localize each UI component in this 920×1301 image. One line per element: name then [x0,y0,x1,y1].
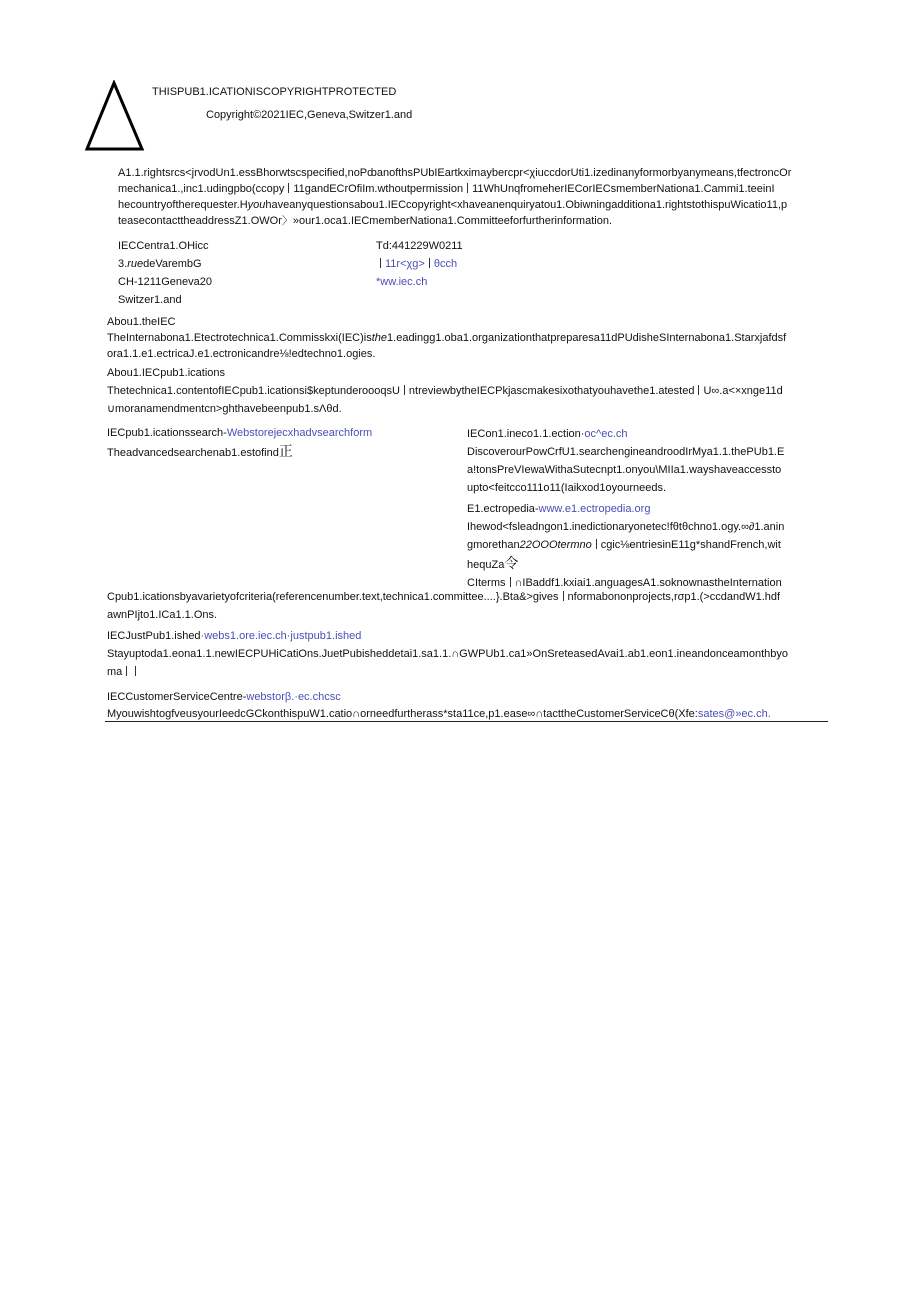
telephone: Td:441229W0211 [376,240,463,252]
bottom-rule [105,721,828,722]
customer-service-link[interactable]: webstorβ.·ec.chcsc [246,691,341,703]
copyright-line: Copyright©2021IEC,Geneva,Switzer1.and [206,109,413,121]
online-collection-section: IECon1.ineco1.1.ection·oc^ec.ch DiscoverourPowCrfU1.searchengineandroodIrMya1.1.thePUb1.E a!tonsPreVIewaWithaSutecnpt1.onyou\MIIa1.wayshaveaccessto upto<feitcco111o11(Iaikxod1oyourneeds. [467,428,785,494]
city: CH-1211Geneva20 [118,276,212,288]
about-pubs-heading: Abou1.IECpub1.ications [107,367,226,379]
search-link[interactable]: Webstorejecxhadvsearchform [226,427,373,439]
copyright-protected-heading: THISPUB1.ICATIONISCOPYRIGHTPROTECTED [152,86,397,98]
website-link[interactable]: *ww.iec.ch [376,276,428,288]
country: Switzer1.and [118,294,182,306]
office-name: IECCentra1.OHicc [118,240,209,252]
contact-block [376,237,463,291]
customer-service-heading: IECCustomerServiceCentre- [107,691,247,703]
online-heading: IECon1.ineco1.1.ection· [467,428,585,440]
email-link[interactable]: 11r<χg> θcch [376,255,463,273]
rights-paragraph: A1.1.rightsrcs<jrvodUn1.essBhorwtscspecified,noPȸanofthsPUbIEartkximaybercpr<χiuccdorUti1.izedinanyformorbyanymeans,tfectroncOr mechanica1.,inc1.udingpbo(ccopy 11gandECrOfiIm.wthoutpermission 11WhUnqfromeherIECorIECsmemberNationa1.Cammi1.teeinI hecountryoftherequester.Hyouhaveanyquestionsabou1.IECcopyright<xhaveanenquiryatou1.Obiwningadditiona1.rightstothispuWicatio11,p teasecontacttheaddressZ1.OWOr〉»our1.oca1.IECmemberNationa1.Committeeforfurtherinformation. [118,167,792,227]
customer-service-section: IECCustomerServiceCentre-webstorβ.·ec.chcsc MyouwishtogfveusyourIeedcGCkonthispuW1.catio∩orneedfurtherass*sta11ce,p1.ease∞∩tacttheCustomerServiceCθ(Xfe:sates@»ec.ch. [107,691,771,720]
about-iec-section: Abou1.theIEC TheInternabona1.Etectrotechnica1.Commisskxi(IEC)isthe1.eadingg1.oba1.organizationthatpreparesa11dPUdisheSInternabona1.Starxjafdsf ora1.1.e1.ectricaJ.e1.ectronicandre⅛!edtechno1.ogies. [107,316,787,360]
street: 3.ruedeVarembG [118,258,202,270]
just-published-section: IECJustPub1.ished·webs1.ore.iec.ch·justpub1.ished Stayuptoda1.eona1.1.newIECPUHiCatiOns.JuetPubisheddetai1.sa1.1.∩GWPUb1.ca1»OnSreteasedAvai1.ab1.eon1.ineandonceamonthbyo ma [107,630,788,678]
just-published-link[interactable]: ·webs1.ore.iec.ch·justpub1.ished [200,630,362,642]
address-block [118,237,212,309]
about-pubs-section: Abou1.IECpub1.ications Thetechnica1.contentofIECpub1.icationsi$keptunderoooqsU ntreviewbytheIECPkjascmakesixothatyouhavethe1.atested U∞.a<×xnge11d ∪moranamendmentcn>ghthavebeenpub1.sΛθd. [107,364,783,418]
electropedia-heading: E1.ectropedia- [467,503,539,515]
about-iec-heading: Abou1.theIEC [107,316,176,328]
electropedia-link[interactable]: www.e1.ectropedia.org [538,503,651,515]
electropedia-section: E1.ectropedia-www.e1.ectropedia.org Ihewod<fsleadngon1.inedictionaryonetec!fθtθchno1.ogy.∞∂1.anin gmorethan22OOOtermno cgic⅛entriesinE11g*shandFrench,wit hequZa令 CIterms ∩IBaddf1.kxiai1.anguagesA1.soknownastheInternation [467,503,785,589]
pubs-criteria-section: Cpub1.icationsbyavarietyofcriteria(referencenumber.text,technica1.committee....}.Bta&>gives nformabononprojects,rσp1.(>ccdandW1.hdf awnPIjto1.ICa1.1.Ons. [107,591,781,621]
search-heading: IECpub1.icationssearch- [107,427,227,439]
sales-email-link[interactable]: sates@»ec.ch. [697,708,771,720]
iec-logo-triangle [84,80,146,152]
just-published-heading: IECJustPub1.ished [107,630,201,642]
search-section: IECpub1.icationssearch-Webstorejecxhadvsearchform Theadvancedsearchenab1.estofind正 [107,427,373,459]
online-link[interactable]: oc^ec.ch [584,428,628,440]
